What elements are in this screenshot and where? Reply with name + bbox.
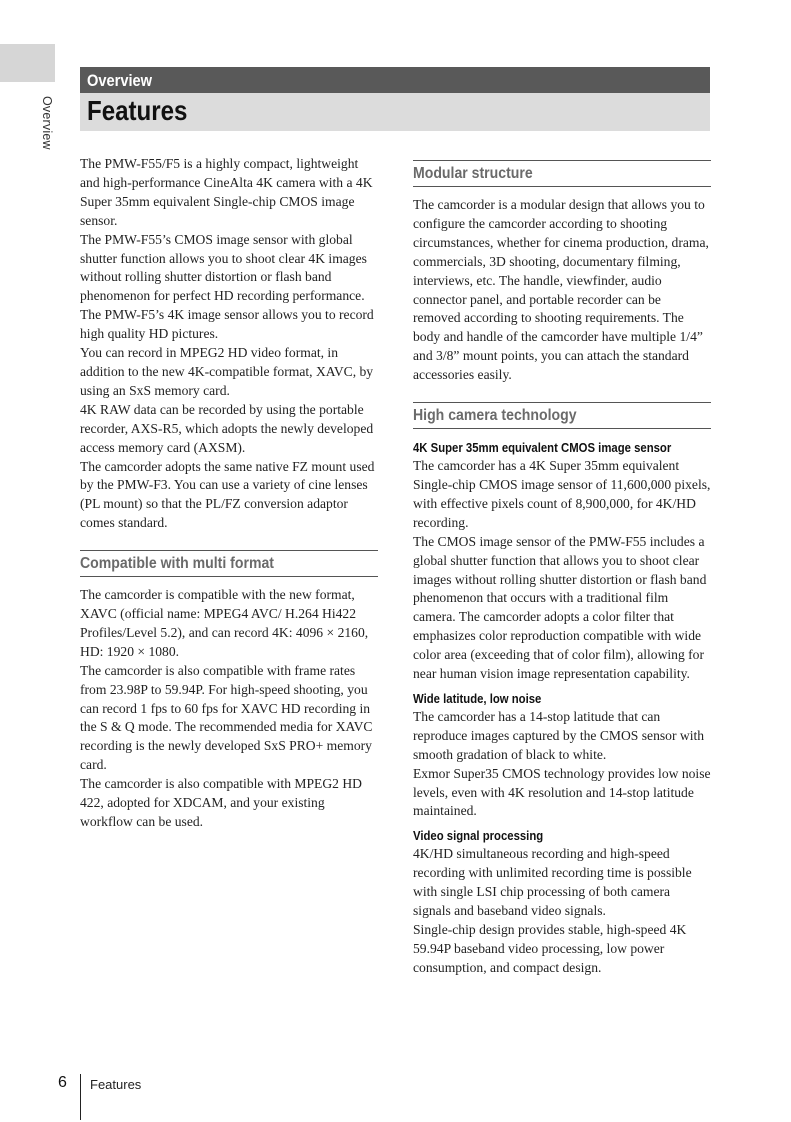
video-subheading-text: Video signal processing xyxy=(413,829,544,844)
tech-heading xyxy=(413,402,711,429)
video-paragraph: 4K/HD simultaneous recording and high-speed recording with unlimited recording time is possible with single LSI chip processing of both camera signals and baseband video signals. xyxy=(413,846,692,919)
modular-heading-text: Modular structure xyxy=(413,165,533,182)
latitude-subheading-text: Wide latitude, low noise xyxy=(413,691,542,706)
intro-paragraph: The camcorder adopts the same native FZ mount used by the PMW-F3. You can use a variety of cine lenses (PL mount) so that the PL/FZ conversion adaptor comes standard. xyxy=(80,458,375,531)
right-column xyxy=(413,160,711,978)
intro-paragraph: The PMW-F55/F5 is a highly compact, lightweight and high-performance CineAlta 4K camera with a 4K Super 35mm equivalent Single-chip CMOS image sensor. xyxy=(80,156,373,228)
modular-paragraph: The camcorder is a modular design that allows you to configure the camcorder according to shooting circumstances, whether for cinema production, drama, commercials, 3D shooting, documentary filming, interviews, etc. The handle, viewfinder, audio connector panel, and portable recorder can be removed according to shooting requirements. The body and handle of the camcorder have multiple 1/4” and 3/8” mount points, you can attach the standard accessories easily. xyxy=(413,197,709,383)
compat-heading-text: Compatible with multi format xyxy=(80,555,274,573)
intro-paragraph: You can record in MPEG2 HD video format, in addition to the new 4K-compatible format, XAVC, by using an SxS memory card. xyxy=(80,345,374,398)
footer-divider xyxy=(80,1074,81,1120)
latitude-paragraph: Exmor Super35 CMOS technology provides low noise levels, even with 4K resolution and 14-stop latitude maintained. xyxy=(413,765,711,819)
intro-paragraph: 4K RAW data can be recorded by using the portable recorder, AXS-R5, which adopts the newly developed access memory card (AXSM). xyxy=(80,401,374,455)
page-title-text: Features xyxy=(87,95,188,126)
section-banner xyxy=(80,67,710,93)
page-number: 6 xyxy=(58,1074,67,1091)
latitude-paragraph: The camcorder has a 14-stop latitude that can reproduce images captured by the CMOS sensor with smooth gradation of black to white. xyxy=(413,708,705,762)
section-banner-text: Overview xyxy=(87,71,153,90)
intro-paragraph: The PMW-F5’s 4K image sensor allows you to record high quality HD pictures. xyxy=(80,307,374,342)
latitude-subheading xyxy=(413,690,711,708)
sensor-paragraph: The camcorder has a 4K Super 35mm equivalent Single-chip CMOS image sensor of 11,600,000 pixels, with effective pixels count of 8,900,000, for 4K/HD recording. xyxy=(413,458,711,530)
sensor-paragraph: The CMOS image sensor of the PMW-F55 includes a global shutter function that allows you to shoot clear images without rolling shutter distortion or flash band phenomenon that occurs with a traditional film camera. The camcorder adopts a color filter that emphasizes color reproduction compatible with wide color area (exceeding that of color film), allowing for near human vision image representation capability. xyxy=(413,533,707,682)
sensor-subheading xyxy=(413,439,711,457)
video-subheading xyxy=(413,827,711,845)
footer-section-label: Features xyxy=(90,1077,142,1092)
compat-paragraph: The camcorder is also compatible with frame rates from 23.98P to 59.94P. For high-speed shooting, you can record 1 fps to 60 fps for XAVC HD recording in the S & Q mode. The recommended media for XAVC recording is the newly developed SxS PRO+ memory card. xyxy=(80,662,373,773)
left-column xyxy=(80,155,378,832)
compat-paragraph: The camcorder is compatible with the new format, XAVC (official name: MPEG4 AVC/ H.264 Hi422 Profiles/Level 5.2), and can record 4K: 4096 × 2160, HD: 1920 × 1080. xyxy=(80,587,369,659)
intro-paragraph: The PMW-F55’s CMOS image sensor with global shutter function allows you to shoot clear 4K images without rolling shutter distortion or flash band phenomenon for perfect HD recording performance. xyxy=(80,231,367,304)
page-title xyxy=(80,93,710,131)
sensor-subheading-text: 4K Super 35mm equivalent CMOS image sensor xyxy=(413,441,672,456)
section-tab-marker xyxy=(0,44,55,82)
modular-heading xyxy=(413,160,711,187)
tech-heading-text: High camera technology xyxy=(413,407,577,425)
compat-paragraph: The camcorder is also compatible with MPEG2 HD 422, adopted for XDCAM, and your existing workflow can be used. xyxy=(80,776,363,829)
compat-heading xyxy=(80,550,378,577)
video-paragraph: Single-chip design provides stable, high-speed 4K 59.94P baseband video processing, low power consumption, and compact design. xyxy=(413,922,687,975)
section-side-label: Overview xyxy=(40,96,54,150)
